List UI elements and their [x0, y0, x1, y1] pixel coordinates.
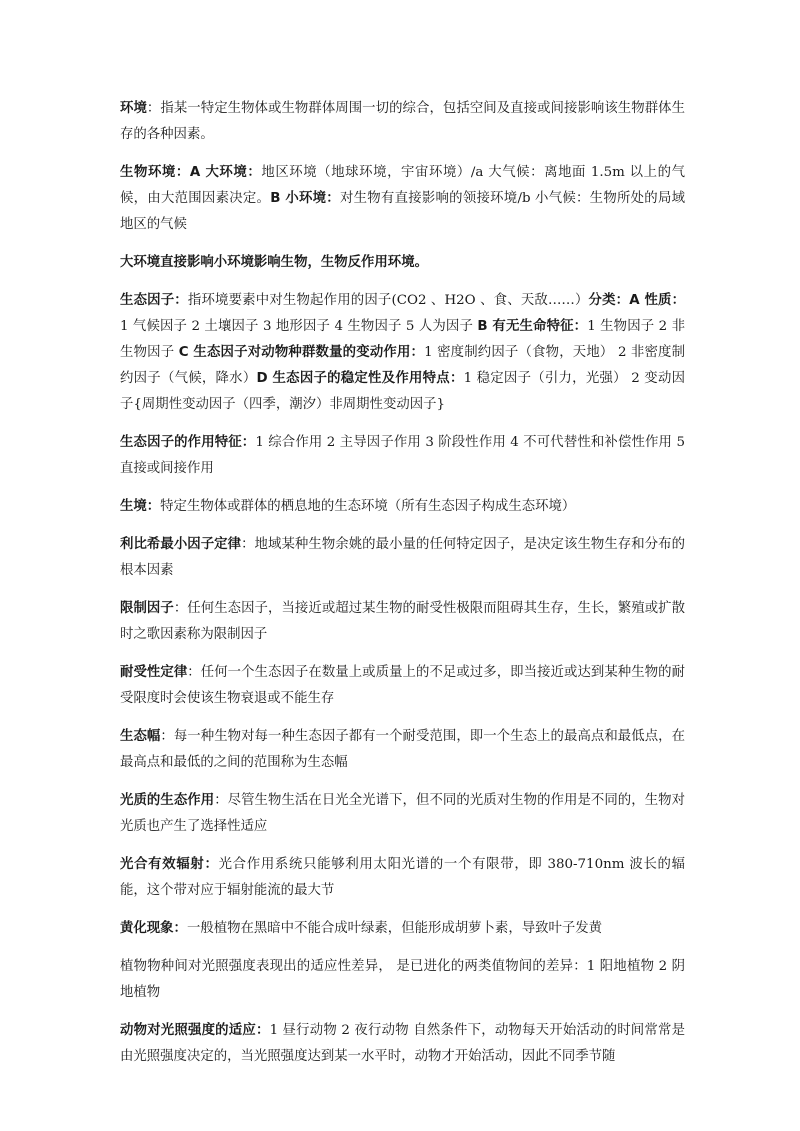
- paragraph: [120, 724, 685, 776]
- term-label: D 生态因子的稳定性及作用特点：: [256, 371, 464, 386]
- paragraph: [120, 96, 685, 148]
- definition-text: ：尽管生物生活在日光全光谱下，但不同的光质对生物的作用是不同的，生物对光质也产生了选择性适应: [120, 793, 686, 834]
- definition-text: 1 稳定因子（引力，光强） 2 变动因子{周期性变动因子（四季，潮汐）非周期性变动因子}: [120, 371, 685, 412]
- definition-text: 1 生物因子 2 非生物因子: [120, 319, 685, 360]
- paragraph: [120, 916, 685, 942]
- paragraph: [120, 596, 685, 648]
- paragraph: [120, 954, 685, 1006]
- paragraph: [120, 852, 685, 904]
- definition-text: ：地域某种生物余姚的最小量的任何特定因子，是决定该生物生存和分布的根本因素: [120, 537, 686, 578]
- term-label: 生态因子的作用特征：: [120, 435, 256, 450]
- term-label: 环境: [120, 101, 147, 116]
- term-label: 生态因子：: [120, 293, 188, 308]
- definition-text: 1 气候因子 2 土壤因子 3 地形因子 4 生物因子 5 人为因子: [120, 319, 478, 334]
- term-label: B 小环境：: [270, 191, 340, 206]
- term-label: B 有无生命特征：: [477, 319, 588, 334]
- definition-text: 光合作用系统只能够利用太阳光谱的一个有限带，即 380-710nm 波长的辐能，这个带对应于辐射能流的最大节: [120, 857, 686, 898]
- definition-text: ：每一种生物对每一种生态因子都有一个耐受范围，即一个生态上的最高点和最低点，在最高点和最低的之间的范围称为生态幅: [120, 729, 686, 770]
- definition-text: 一般植物在黑暗中不能合成叶绿素，但能形成胡萝卜素，导致叶子发黄: [186, 921, 603, 936]
- term-label: 生态幅: [120, 729, 161, 744]
- term-label: 生物环境：A 大环境：: [120, 165, 262, 180]
- term-label: 大环境直接影响小环境影响生物，生物反作用环境。: [120, 255, 428, 270]
- term-label: C 生态因子对动物种群数量的变动作用：: [178, 345, 425, 360]
- term-label: 动物对光照强度的适应：: [120, 1023, 270, 1038]
- definition-text: ：任何一个生态因子在数量上或质量上的不足或过多，即当接近或达到某种生物的耐受限度时会使该生物衰退或不能生存: [120, 665, 686, 706]
- term-label: 耐受性定律: [120, 665, 188, 680]
- term-label: 分类：A 性质：: [588, 293, 685, 308]
- term-label: 黄化现象：: [120, 921, 187, 936]
- paragraph: [120, 660, 685, 712]
- term-label: 生境：: [120, 499, 161, 514]
- paragraph: [120, 494, 685, 520]
- definition-text: 地区环境（地球环境，宇宙环境）/a 大气候：离地面 1.5m 以上的气候，由大范围因素决定。: [120, 165, 685, 206]
- definition-text: 对生物有直接影响的领接环境/b 小气候：生物所处的局域地区的气候: [120, 191, 685, 232]
- definition-text: 1 昼行动物 2 夜行动物 自然条件下，动物每天开始活动的时间常常是由光照强度决定的，当光照强度达到某一水平时，动物才开始活动，因此不同季节随: [120, 1023, 685, 1064]
- definition-text: 1 综合作用 2 主导因子作用 3 阶段性作用 4 不可代替性和补偿性作用 5 直接或间接作用: [120, 435, 686, 476]
- definition-text: ：任何生态因子，当接近或超过某生物的耐受性极限而阻碍其生存，生长，繁殖或扩散时之歌因素称为限制因子: [120, 601, 686, 642]
- definition-text: 植物物种间对光照强度表现出的适应性差异， 是已进化的两类值物间的差异：1 阳地植物 2 阴地植物: [120, 959, 685, 1000]
- paragraph: [120, 250, 685, 276]
- paragraph: [120, 788, 685, 840]
- paragraph: [120, 532, 685, 584]
- definition-text: 指环境要素中对生物起作用的因子(CO2 、H2O 、食、天敌……）: [187, 293, 589, 308]
- paragraph: [120, 160, 685, 238]
- document-page: [120, 96, 685, 1082]
- definition-text: 特定生物体或群体的栖息地的生态环境（所有生态因子构成生态环境）: [160, 499, 576, 514]
- paragraph: [120, 288, 685, 418]
- paragraph: [120, 430, 685, 482]
- term-label: 光合有效辐射：: [120, 857, 219, 872]
- paragraph: [120, 1018, 685, 1070]
- definition-text: 1 密度制约因子（食物，天地） 2 非密度制约因子（气候，降水）: [120, 345, 686, 386]
- term-label: 限制因子: [120, 601, 174, 616]
- term-label: 利比希最小因子定律: [120, 537, 242, 552]
- term-label: 光质的生态作用: [120, 793, 215, 808]
- definition-text: ：指某一特定生物体或生物群体周围一切的综合，包括空间及直接或间接影响该生物群体生存的各种因素。: [120, 101, 686, 142]
